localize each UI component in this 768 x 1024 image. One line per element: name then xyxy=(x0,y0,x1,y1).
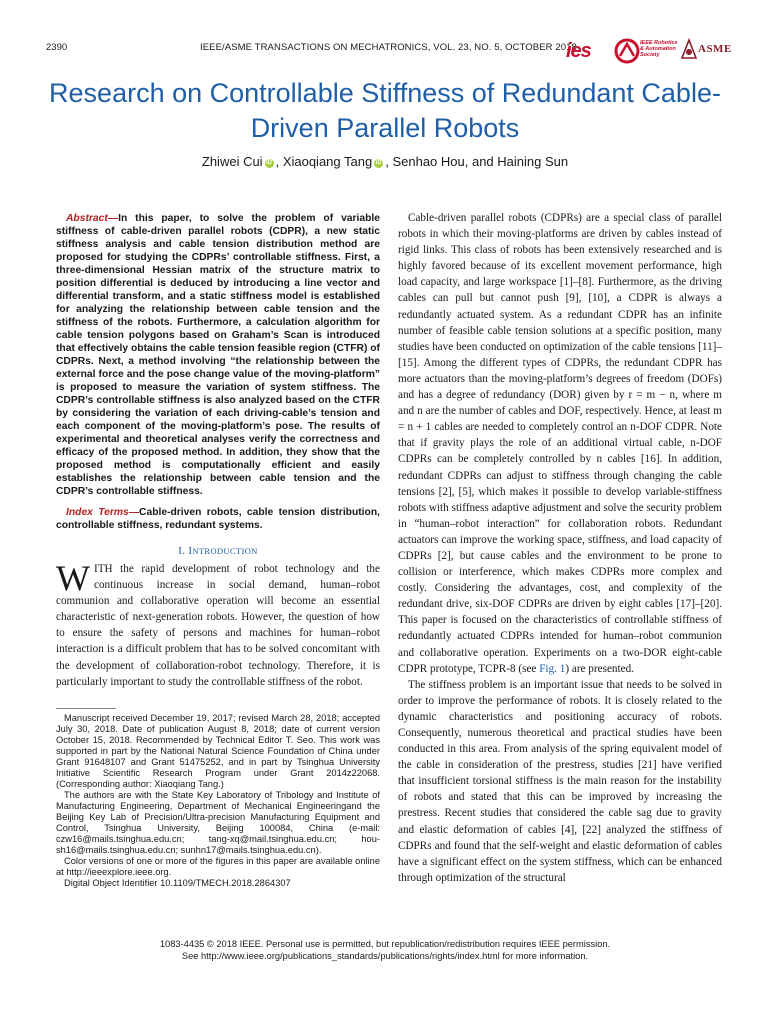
drop-cap: W xyxy=(56,558,90,598)
right-column xyxy=(398,210,722,886)
left-column xyxy=(56,212,380,889)
index-terms-text: Cable-driven robots, cable tension distribution, controllable stiffness, redundant systems. xyxy=(56,507,380,531)
abstract-label: Abstract— xyxy=(66,213,119,224)
page-number: 2390 xyxy=(46,42,68,53)
society-logos xyxy=(566,38,736,66)
copyright-line-1: 1083-4435 © 2018 IEEE. Personal use is permitted, but republication/redistribution requires IEEE permission. xyxy=(159,939,611,949)
orcid-icon[interactable]: iD xyxy=(266,160,273,166)
author-list: Zhiwei Cui iD , Xiaoqiang Tang iD , Senhao Hou, and Haining Sun xyxy=(201,154,569,169)
asme-emblem-icon xyxy=(680,38,698,62)
index-terms-label: Index Terms— xyxy=(66,507,140,518)
copyright-line-2: See http://www.ieee.org/publications_standards/publications/rights/index.html for more information. xyxy=(181,951,589,961)
footnote-doi: Digital Object Identifier 10.1109/TMECH.2018.2864307 xyxy=(64,877,291,888)
abstract xyxy=(56,212,380,498)
asme-logo: ASME xyxy=(698,43,732,55)
body-paragraph-1: Cable-driven parallel robots (CDPRs) are a special class of parallel robots in which their moving-platforms are driven by cables instead of rigid links. This class of robots has been extensively researched and is highly favored because of its excellent movement performance, high load capacity, and large workspace [1]–[8]. Furthermore, as the driving cables can pull but cannot push [9], [10], a CDPR is always a redundantly actuated system. As a redundant CDPR has an infinite number of feasible cable tension solutions at a specific position, many studies have been conducted on optimization of the cable tensions [11]–[15]. Among the different types of CDPRs, the redundant CDPR has more actuators than the moving-platform’s degrees of freedom (DOFs) and has a degree of redundancy (DOR) given by r = m − n, where m and n are the number of cables and DOF, respectively. Hence, at least m = n + 1 cables are needed to completely control an n-DOF CDPR. Note that if gravity plays the role of an additional virtual cable, n-DOF CDPRs can be completely controlled by n cables [16]. In addition, redundant CDPRs can adjust to stiffness through changing the cable tensions [2], [5], which makes it possible to develop variable-stiffness robots with stiffness adaptive adjustment and solve the security problem in “human–robot interaction” for collaboration robots. Redundant actuators can improve the working space, stiffness, and load capacity of CDPRs [2], but cause cables and the environment to be prone to collision or interference, which makes CDPRs more complex and costly. Considering the advantages, cost, and complexity of the redundant drive, six-DOF CDPRs are driven by eight cables [17]–[20]. This paper is focused on the characteristics of controllable stiffness of redundantly actuated CDPRs intended for human–robot communion and collaborative operation. Experiments on a two-DOR eight-cable CDPR prototype, TCPR-8 (see Fig. 1) are presented. xyxy=(398,212,722,675)
running-header xyxy=(0,38,768,68)
footnote-divider xyxy=(56,708,116,709)
figure-1-link[interactable]: Fig. 1 xyxy=(539,662,566,675)
footnote-affiliations: The authors are with the State Key Laboratory of Tribology and Institute of Manufacturing Engineering, Department of Mechanical Engineeringand the Beijing Key Lab of Precision/Ultra-precision Manufacturing Equipment and Control, Tsinghua University, Beijing 100084, China (e-mail: czw16@mails.tsinghua.edu.cn; tang-xq@mail.tsinghua.edu.cn; hou-sh16@mails.tsinghua.edu.cn; sunhn17@mails.tsinghua.edu.cn). xyxy=(56,789,380,855)
ras-logo-icon xyxy=(614,38,640,64)
footnote-color-versions: Color versions of one or more of the figures in this paper are available online at http://ieeexplore.ieee.org. xyxy=(56,855,380,877)
section-heading-introduction: I. INTRODUCTION xyxy=(178,545,258,557)
copyright-notice xyxy=(40,938,730,962)
author-name: Xiaoqiang Tang xyxy=(282,154,373,169)
author-name: Senhao Hou, and Haining Sun xyxy=(392,154,569,169)
orcid-icon[interactable]: iD xyxy=(375,160,382,166)
index-terms xyxy=(56,506,380,532)
ras-logo-text: IEEE Robotics & Automation Society xyxy=(640,40,678,58)
introduction-paragraph xyxy=(56,558,380,690)
ies-logo: ies xyxy=(566,40,591,62)
footnote-manuscript: Manuscript received December 19, 2017; revised March 28, 2018; accepted July 30, 2018. Date of publication August 8, 2018; date of current version October 15, 2018. Recommended by Technical Editor T. Seo. This work was supported in part by the National Natural Science Foundation of China under Grant 91648107 and Grant 51475252, and in part by Tsinghua University Initiative Scientific Research Program under Grant 2014z22068. (Corresponding author: Xiaoqiang Tang.) xyxy=(56,712,380,789)
body-paragraph-2: The stiffness problem is an important issue that needs to be solved in order to improve the performance of robots. It is closely related to the dynamic characteristics and positioning accuracy of robots. Consequently, numerous theoretical and practical studies have been conducted in this area. From analysis of the spring equivalent model of the cable in consideration of the prestress, studies [21] have verified that insufficient torsional stiffness is the main reason for the instability of robots and stated that this can be improved by increasing the prestress. Recent studies that considered the cable sag due to gravity and elastic deformation of cables [4], [22] analyzed the stiffness of CDPRs and found that the self-weight and elastic deformation of cables have a significant effect on the system stiffness, which can be enhanced through optimization of the structural xyxy=(398,678,722,884)
abstract-text: In this paper, to solve the problem of variable stiffness of cable-driven parallel robots (CDPR), a new static stiffness analysis and cable tension distribution method are proposed for studying the CDPRs’ controllable stiffness. First, a three-dimensional Hessian matrix of the structure matrix to position differential is deduced by introducing a line vector and differential transform, and a static stiffness model is established for analyzing the relationship between cable tension and the stiffness of the robots. Furthermore, a calculation algorithm for cable tension polygons based on Graham’s Scan is introduced that effectively obtains the cable tension feasible region (CTFR) of CDPRs. Next, a method involving “the relationship between the external force and the pose change value of the moving-platform” is proposed to measure the variation of system stiffness. The CDPR’s controllable stiffness is also analyzed based on the CTFR by considering the variation of each driving-cable’s tension and each component of the moving-platform’s pose. The results of experimental and theoretical analyses verify the correctness and efficacy of the proposed method. In addition, they show that the proposed method is computationally efficient and easily establishes the relationship between cable tension and the CDPR’s controllable stiffness. xyxy=(56,213,380,497)
paper-title: Research on Controllable Stiffness of Redundant Cable-Driven Parallel Robots xyxy=(49,78,721,143)
introduction-text: ITH the rapid development of robot technology and the continuous increase in social demand, human–robot communion and collaborative operation will become an essential characteristic of next-generation robots. However, the question of how to ensure the safety of persons and machines for human–robot interaction is a difficult problem that has to be solved concomitant with the development of collaboration-robot technology. Therefore, it is particularly important to study the controllable stiffness of the robot. xyxy=(56,563,380,688)
journal-citation: IEEE/ASME TRANSACTIONS ON MECHATRONICS, VOL. 23, NO. 5, OCTOBER 2018 xyxy=(200,42,577,53)
author-name: Zhiwei Cui xyxy=(201,154,263,169)
